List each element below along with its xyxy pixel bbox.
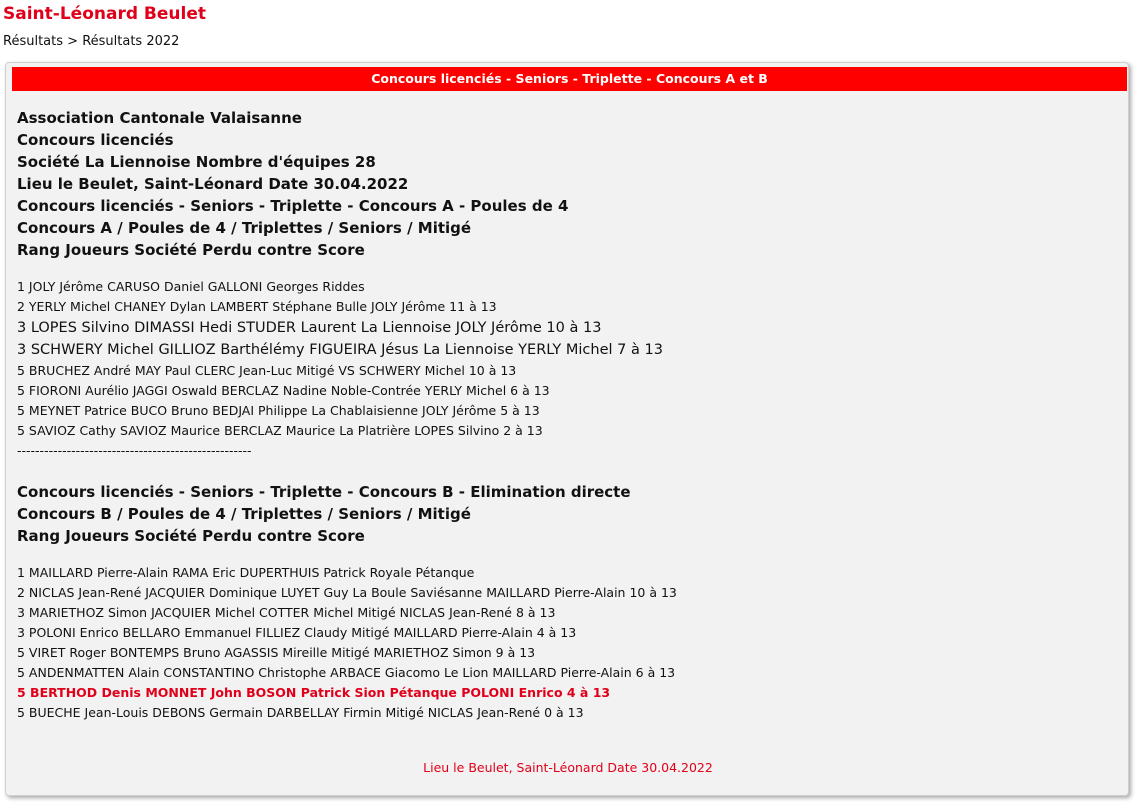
result-row-a: 1 JOLY Jérôme CARUSO Daniel GALLONI Georges Riddes (17, 279, 365, 294)
result-row-a: 5 SAVIOZ Cathy SAVIOZ Maurice BERCLAZ Maurice La Platrière LOPES Silvino 2 à 13 (17, 423, 543, 438)
heading-lieu: Lieu le Beulet, Saint-Léonard Date 30.04.2022 (17, 175, 409, 193)
result-row-b: 5 ANDENMATTEN Alain CONSTANTINO Christophe ARBACE Giacomo Le Lion MAILLARD Pierre-Alain 6 à 13 (17, 665, 676, 680)
heading-societe: Société La Liennoise Nombre d'équipes 28 (17, 153, 376, 171)
breadcrumb-separator: > (67, 34, 79, 49)
result-row-b: 5 VIRET Roger BONTEMPS Bruno AGASSIS Mireille Mitigé MARIETHOZ Simon 9 à 13 (17, 645, 536, 660)
result-row-a: 5 MEYNET Patrice BUCO Bruno BEDJAI Philippe La Chablaisienne JOLY Jérôme 5 à 13 (17, 403, 540, 418)
heading-concours: Concours licenciés (17, 131, 174, 149)
results-panel (5, 62, 1129, 796)
result-row-b: 2 NICLAS Jean-René JACQUIER Dominique LUYET Guy La Boule Saviésanne MAILLARD Pierre-Alain 10 à 13 (17, 585, 677, 600)
result-row-a: 5 FIORONI Aurélio JAGGI Oswald BERCLAZ Nadine Noble-Contrée YERLY Michel 6 à 13 (17, 383, 550, 398)
breadcrumb (3, 34, 179, 49)
section-a (17, 107, 1120, 461)
section-separator: ---------------------------------------------------- (17, 443, 252, 458)
heading-concours-b-subtitle: Concours B / Poules de 4 / Triplettes / Seniors / Mitigé (17, 505, 471, 523)
result-row-a: 3 LOPES Silvino DIMASSI Hedi STUDER Laurent La Liennoise JOLY Jérôme 10 à 13 (17, 320, 602, 336)
footer-location: Lieu le Beulet, Saint-Léonard Date 30.04.2022 (423, 760, 713, 775)
heading-columns-b: Rang Joueurs Société Perdu contre Score (17, 527, 365, 545)
section-b (17, 481, 1120, 723)
breadcrumb-link-results[interactable]: Résultats (3, 34, 64, 49)
result-row-b: 5 BUECHE Jean-Louis DEBONS Germain DARBELLAY Firmin Mitigé NICLAS Jean-René 0 à 13 (17, 705, 584, 720)
heading-concours-a-title: Concours licenciés - Seniors - Triplette - Concours A - Poules de 4 (17, 197, 569, 215)
heading-concours-b-title: Concours licenciés - Seniors - Triplette - Concours B - Elimination directe (17, 483, 631, 501)
heading-association: Association Cantonale Valaisanne (17, 109, 302, 127)
panel-header: Concours licenciés - Seniors - Triplette - Concours A et B (12, 67, 1127, 91)
results-content (17, 107, 1120, 723)
heading-columns-a: Rang Joueurs Société Perdu contre Score (17, 241, 365, 259)
result-row-b: 1 MAILLARD Pierre-Alain RAMA Eric DUPERTHUIS Patrick Royale Pétanque (17, 565, 475, 580)
heading-concours-a-subtitle: Concours A / Poules de 4 / Triplettes / Seniors / Mitigé (17, 219, 472, 237)
site-title: Saint-Léonard Beulet (3, 4, 206, 24)
result-row-a: 5 BRUCHEZ André MAY Paul CLERC Jean-Luc Mitigé VS SCHWERY Michel 10 à 13 (17, 363, 517, 378)
result-row-a: 3 SCHWERY Michel GILLIOZ Barthélémy FIGUEIRA Jésus La Liennoise YERLY Michel 7 à 13 (17, 342, 663, 358)
breadcrumb-link-results-2022[interactable]: Résultats 2022 (82, 34, 180, 49)
result-row-b: 3 POLONI Enrico BELLARO Emmanuel FILLIEZ Claudy Mitigé MAILLARD Pierre-Alain 4 à 13 (17, 625, 577, 640)
result-row-a: 2 YERLY Michel CHANEY Dylan LAMBERT Stéphane Bulle JOLY Jérôme 11 à 13 (17, 299, 497, 314)
result-row-b-highlighted: 5 BERTHOD Denis MONNET John BOSON Patrick Sion Pétanque POLONI Enrico 4 à 13 (17, 685, 611, 700)
result-row-b: 3 MARIETHOZ Simon JACQUIER Michel COTTER Michel Mitigé NICLAS Jean-René 8 à 13 (17, 605, 556, 620)
